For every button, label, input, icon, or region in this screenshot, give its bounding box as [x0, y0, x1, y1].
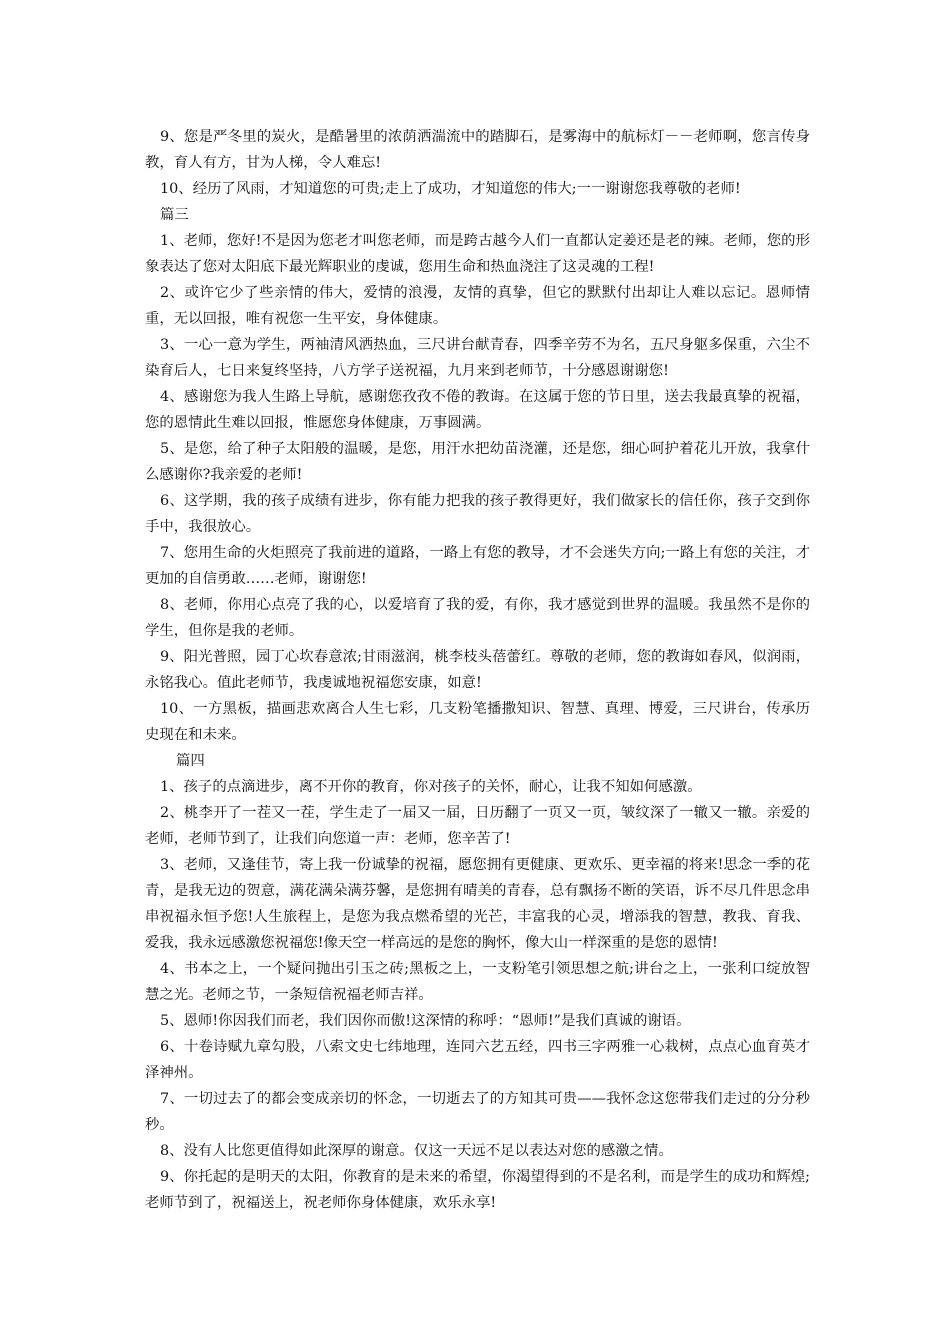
section3-item-3: 3、一心一意为学生，两袖清风洒热血，三尺讲台献青春，四季辛劳不为名，五尺身躯多保重，六尘不染育后人，七日来复终坚持，八方学子送祝福，九月来到老师节，十分感恩谢谢您!: [145, 337, 810, 379]
section4-item-3: 3、老师，又逢佳节，寄上我一份诚挚的祝福，愿您拥有更健康、更欢乐、更幸福的将来!思念一季的花青，是我无边的贺意，满花满朵满芬馨，是您拥有晴美的青春，总有飘扬不断的笑语，诉不尽几件思念串串祝福永恒予您!人生旅程上，是您为我点燃希望的光芒，丰富我的心灵，增添我的智慧，教我、育我、爱我，我永远感激您祝福您!像天空一样高远的是您的胸怀，像大山一样深重的是您的恩情!: [145, 857, 810, 951]
section3-item-7: 7、您用生命的火炬照亮了我前进的道路，一路上有您的教导，才不会迷失方向;一路上有您的关注，才更加的自信勇敢……老师，谢谢您!: [145, 545, 810, 587]
section4-item-2: 2、桃李开了一茬又一茬，学生走了一届又一届，日历翻了一页又一页，皱纹深了一辙又一辙。亲爱的老师，老师节到了，让我们向您道一声：老师，您辛苦了!: [145, 805, 810, 847]
section3-item-1: 1、老师，您好!不是因为您老才叫您老师，而是跨古越今人们一直都认定姜还是老的辣。老师，您的形象表达了您对太阳底下最光辉职业的虔诚，您用生命和热血浇注了这灵魂的工程!: [145, 233, 810, 275]
section3-item-5: 5、是您，给了种子太阳般的温暖，是您，用汗水把幼苗浇灌，还是您，细心呵护着花儿开放，我拿什么感谢你?我亲爱的老师!: [145, 441, 810, 483]
section4-item-4: 4、书本之上，一个疑问抛出引玉之砖;黑板之上，一支粉笔引领思想之航;讲台之上，一张利口绽放智慧之光。老师之节，一条短信祝福老师吉祥。: [145, 961, 810, 1003]
section3-item-10: 10、一方黑板，描画悲欢离合人生七彩，几支粉笔播撒知识、智慧、真理、博爱，三尺讲台，传承历史现在和未来。: [145, 701, 810, 743]
section4-item-6: 6、十卷诗赋九章勾股，八索文史七纬地理，连同六艺五经，四书三字两雅一心栽树，点点心血育英才泽神州。: [145, 1039, 810, 1081]
section-heading-4: 篇四: [176, 753, 205, 769]
section4-item-7: 7、一切过去了的都会变成亲切的怀念，一切逝去了的方知其可贵——我怀念这您带我们走过的分分秒秒。: [145, 1091, 810, 1133]
section4-item-1: 1、孩子的点滴进步，离不开你的教育，你对孩子的关怀，耐心，让我不知如何感激。: [160, 779, 702, 795]
document-body: [145, 124, 810, 1216]
section-heading-3: 篇三: [160, 207, 189, 223]
section3-item-8: 8、老师，你用心点亮了我的心，以爱培育了我的爱，有你，我才感觉到世界的温暖。我虽然不是你的学生，但你是我的老师。: [145, 597, 810, 639]
section3-item-6: 6、这学期，我的孩子成绩有进步，你有能力把我的孩子教得更好，我们做家长的信任你，孩子交到你手中，我很放心。: [145, 493, 810, 535]
section3-item-2: 2、或许它少了些亲情的伟大，爱情的浪漫，友情的真挚，但它的默默付出却让人难以忘记。恩师情重，无以回报，唯有祝您一生平安，身体健康。: [145, 285, 810, 327]
section4-item-8: 8、没有人比您更值得如此深厚的谢意。仅这一天远不足以表达对您的感激之情。: [160, 1143, 673, 1159]
section4-item-5: 5、恩师!你因我们而老，我们因你而傲!这深情的称呼：“恩师!”是我们真诚的谢语。: [160, 1013, 691, 1029]
paragraph-top-9: 9、您是严冬里的炭火，是酷暑里的浓荫洒湍流中的踏脚石，是雾海中的航标灯－－老师啊，您言传身教，育人有方，甘为人梯，令人难忘!: [145, 129, 810, 171]
section3-item-9: 9、阳光普照，园丁心坎春意浓;甘雨滋润，桃李枝头蓓蕾红。尊敬的老师，您的教诲如春风，似润雨，永铭我心。值此老师节，我虔诚地祝福您安康，如意!: [145, 649, 810, 691]
section4-item-9: 9、你托起的是明天的太阳，你教育的是未来的希望，你渴望得到的不是名利，而是学生的成功和辉煌;老师节到了，祝福送上，祝老师你身体健康，欢乐永享!: [145, 1169, 810, 1211]
section3-item-4: 4、感谢您为我人生路上导航，感谢您孜孜不倦的教诲。在这属于您的节日里，送去我最真挚的祝福，您的恩情此生难以回报，惟愿您身体健康，万事圆满。: [145, 389, 810, 431]
paragraph-top-10: 10、经历了风雨，才知道您的可贵;走上了成功，才知道您的伟大;一一谢谢您我尊敬的老师!: [160, 181, 741, 197]
